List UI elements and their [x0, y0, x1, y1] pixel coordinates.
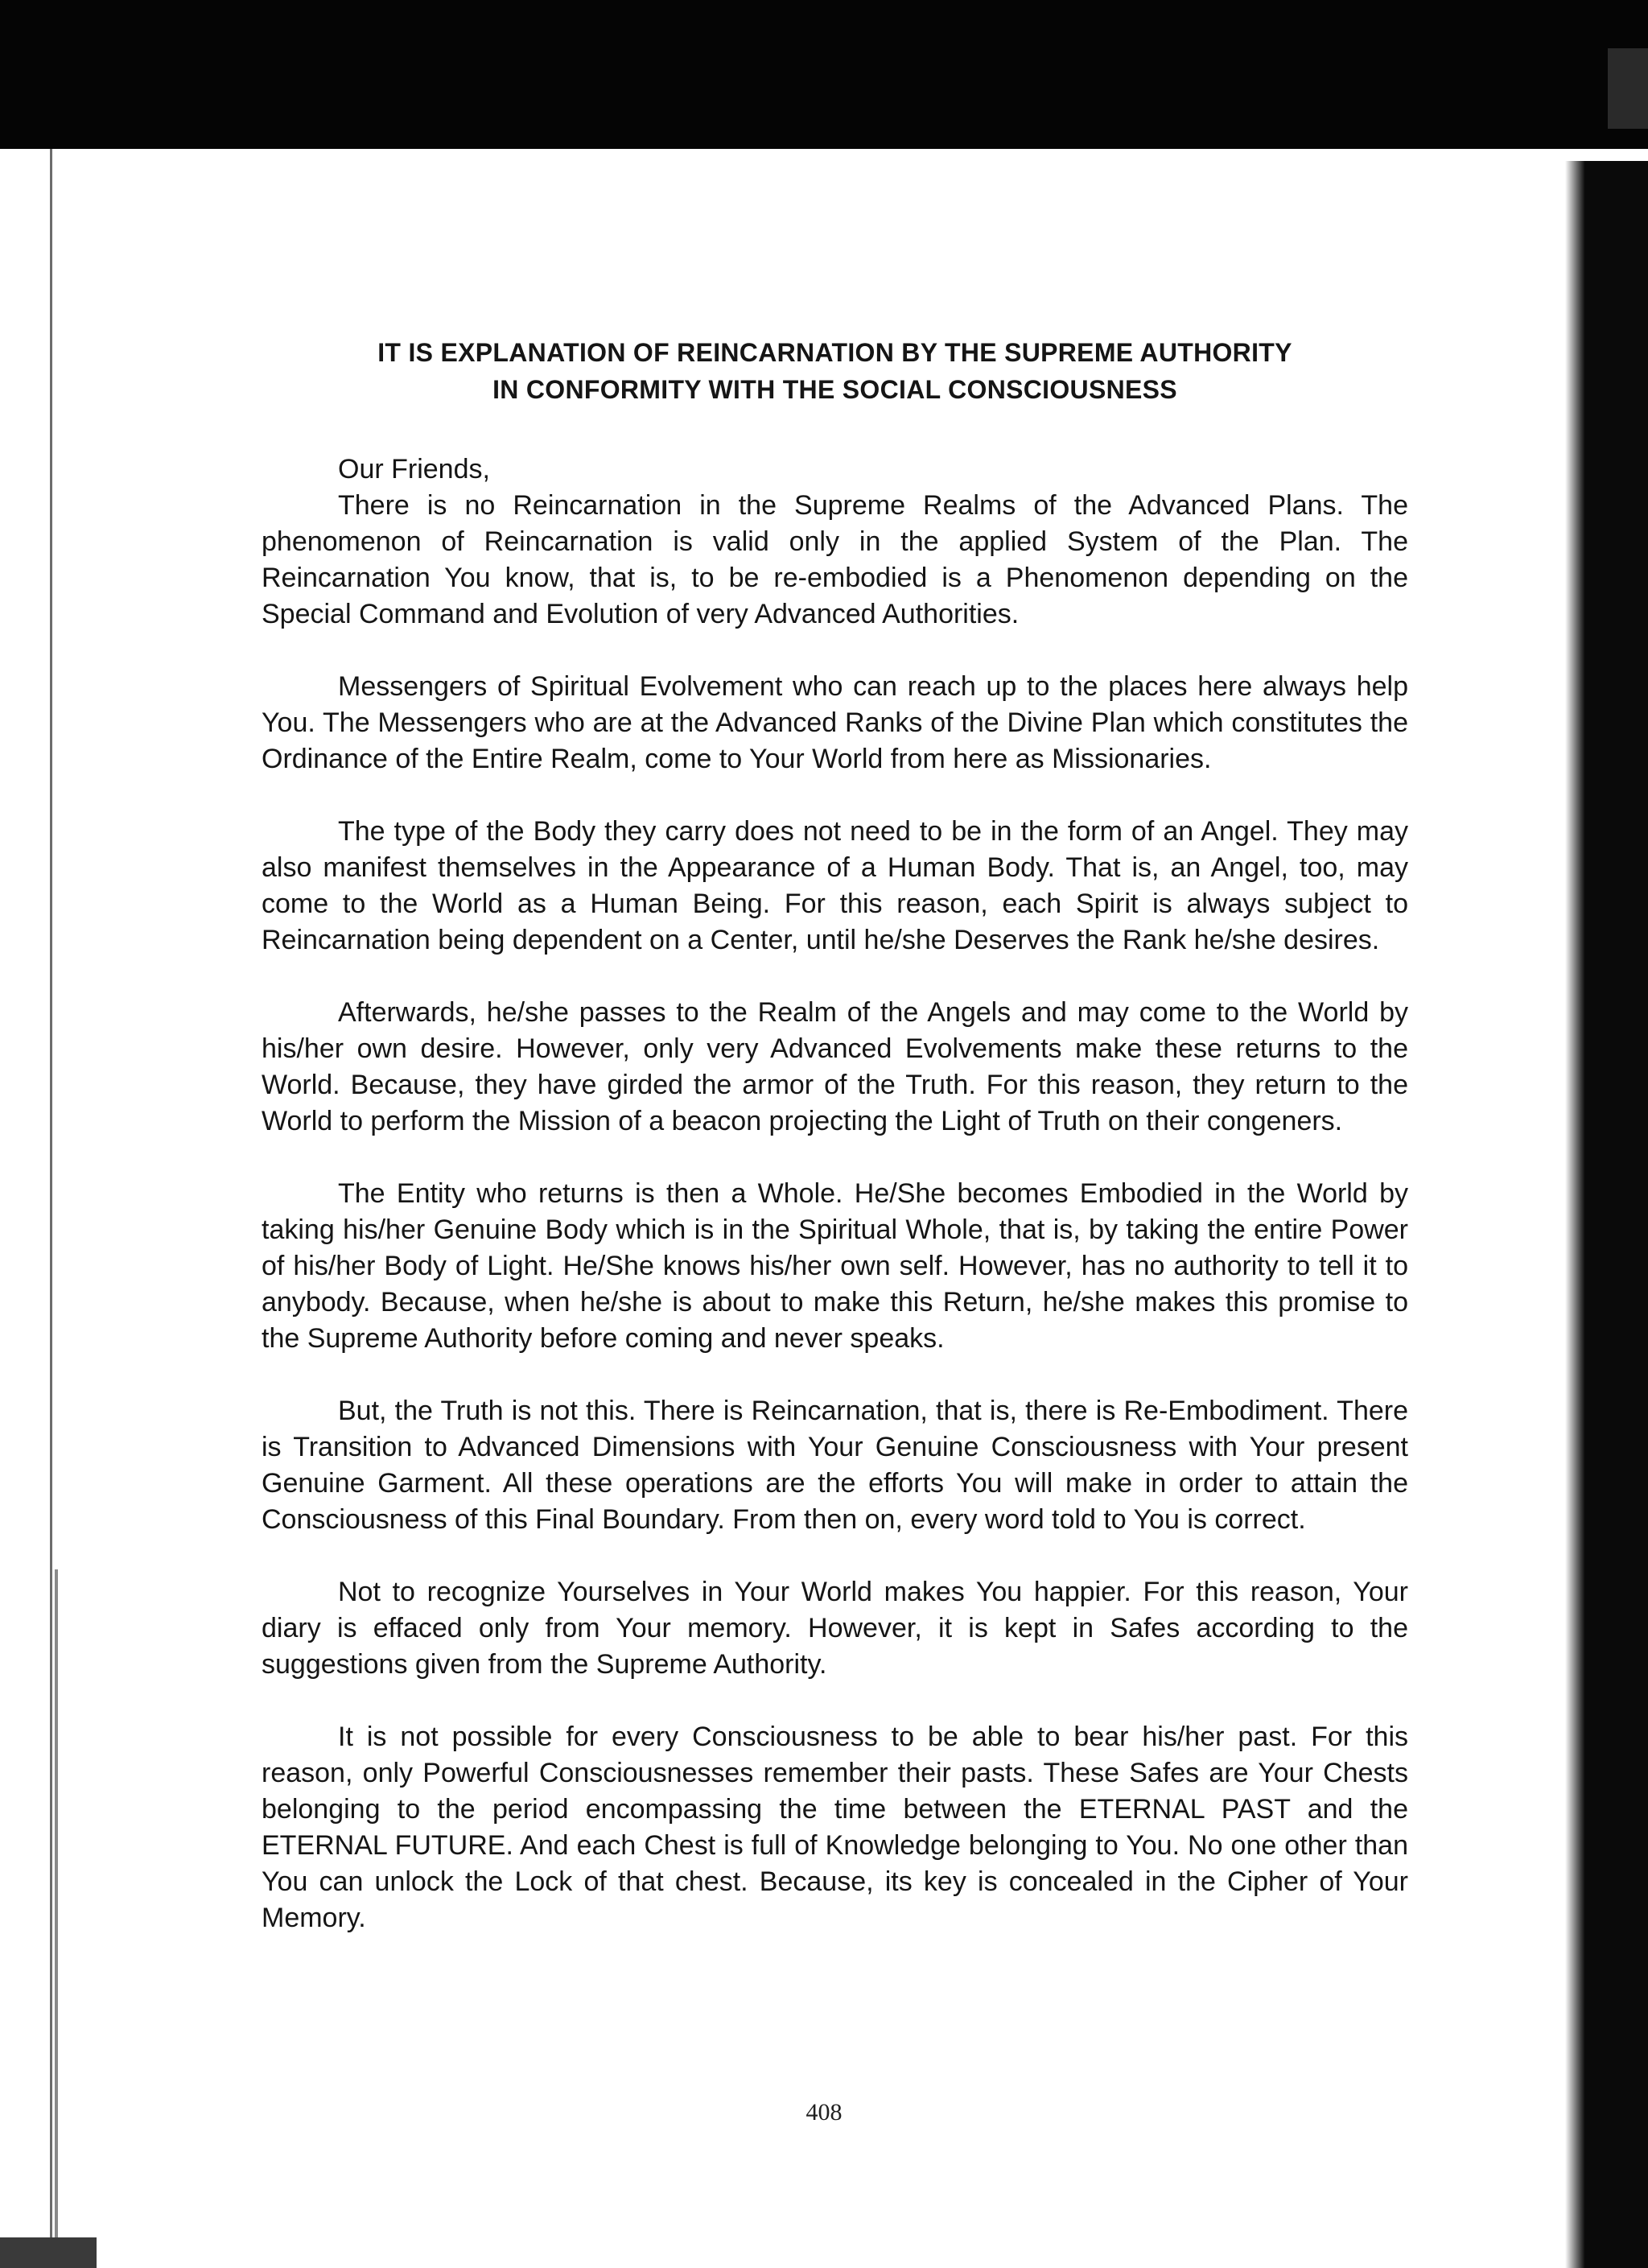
scan-border-bottom-left: [0, 2237, 97, 2268]
paragraph-7: Not to recognize Yourselves in Your World makes You happier. For this reason, Your diary is effaced only from Your memory. However, it is kept in Safes according to the suggestions given from the Supreme Authority.: [262, 1577, 1408, 1680]
paragraph-6: But, the Truth is not this. There is Reincarnation, that is, there is Re-Embodiment. There is Transition to Advanced Dimensions with Your Genuine Consciousness with Your present Genuine Garment. All these operations are the efforts You will make in order to attain the Consciousness of this Final Boundary. From then on, every word told to You is correct.: [262, 1396, 1408, 1535]
scan-page-edge-left-lower: [55, 1569, 58, 2268]
paragraph-8: It is not possible for every Consciousness to be able to bear his/her past. For this reason, only Powerful Consciousnesses remember their pasts. These Safes are Your Chests belonging to the period encompassing the time between the ETERNAL PAST and the ETERNAL FUTURE. And each Chest is full of Knowledge belonging to You. No one other than You can unlock the Lock of that chest. Because, its key is concealed in the Cipher of Your Memory.: [262, 1722, 1408, 1933]
paragraph-5: The Entity who returns is then a Whole. He/She becomes Embodied in the World by taking his/her Genuine Body which is in the Spiritual Whole, that is, by taking the entire Power of his/her Body of Light. He/She knows his/her own self. However, has no authority to tell it to anybody. Because, when he/she is about to make this Return, he/she makes this promise to the Supreme Authority before coming and never speaks.: [262, 1178, 1408, 1354]
scan-border-right: [1558, 161, 1648, 2268]
title-line-2: IN CONFORMITY WITH THE SOCIAL CONSCIOUSNESS: [492, 375, 1177, 404]
title-line-1: IT IS EXPLANATION OF REINCARNATION BY THE SUPREME AUTHORITY: [377, 338, 1292, 367]
paragraph-2: Messengers of Spiritual Evolvement who can reach up to the places here always help You. The Messengers who are at the Advanced Ranks of the Divine Plan which constitutes the Ordinance of the Entire Realm, come to Your World from here as Missionaries.: [262, 671, 1408, 774]
scan-border-corner: [1608, 48, 1648, 129]
page-number: 408: [805, 2099, 843, 2126]
paragraph-3: The type of the Body they carry does not need to be in the form of an Angel. They may also manifest themselves in the Appearance of a Human Body. That is, an Angel, too, may come to the World as a Human Being. For this reason, each Spirit is always subject to Reincarnation being dependent on a Center, until he/she Deserves the Rank he/she desires.: [262, 816, 1408, 955]
paragraph-1: There is no Reincarnation in the Supreme Realms of the Advanced Plans. The phenomenon of Reincarnation is valid only in the applied System of the Plan. The Reincarnation You know, that is, to be re-embodied is a Phenomenon depending on the Special Command and Evolution of very Advanced Authorities.: [262, 490, 1408, 629]
scan-border-top: [0, 0, 1648, 149]
paragraph-4: Afterwards, he/she passes to the Realm of the Angels and may come to the World by his/her own desire. However, only very Advanced Evolvements make these returns to the World. Because, they have girded the armor of the Truth. For this reason, they return to the World to perform the Mission of a beacon projecting the Light of Truth on their congeners.: [262, 997, 1408, 1136]
document-title: [262, 334, 1408, 408]
page-body: [262, 334, 1408, 1973]
greeting: Our Friends,: [338, 454, 490, 485]
scan-page-edge-left: [50, 149, 52, 2268]
